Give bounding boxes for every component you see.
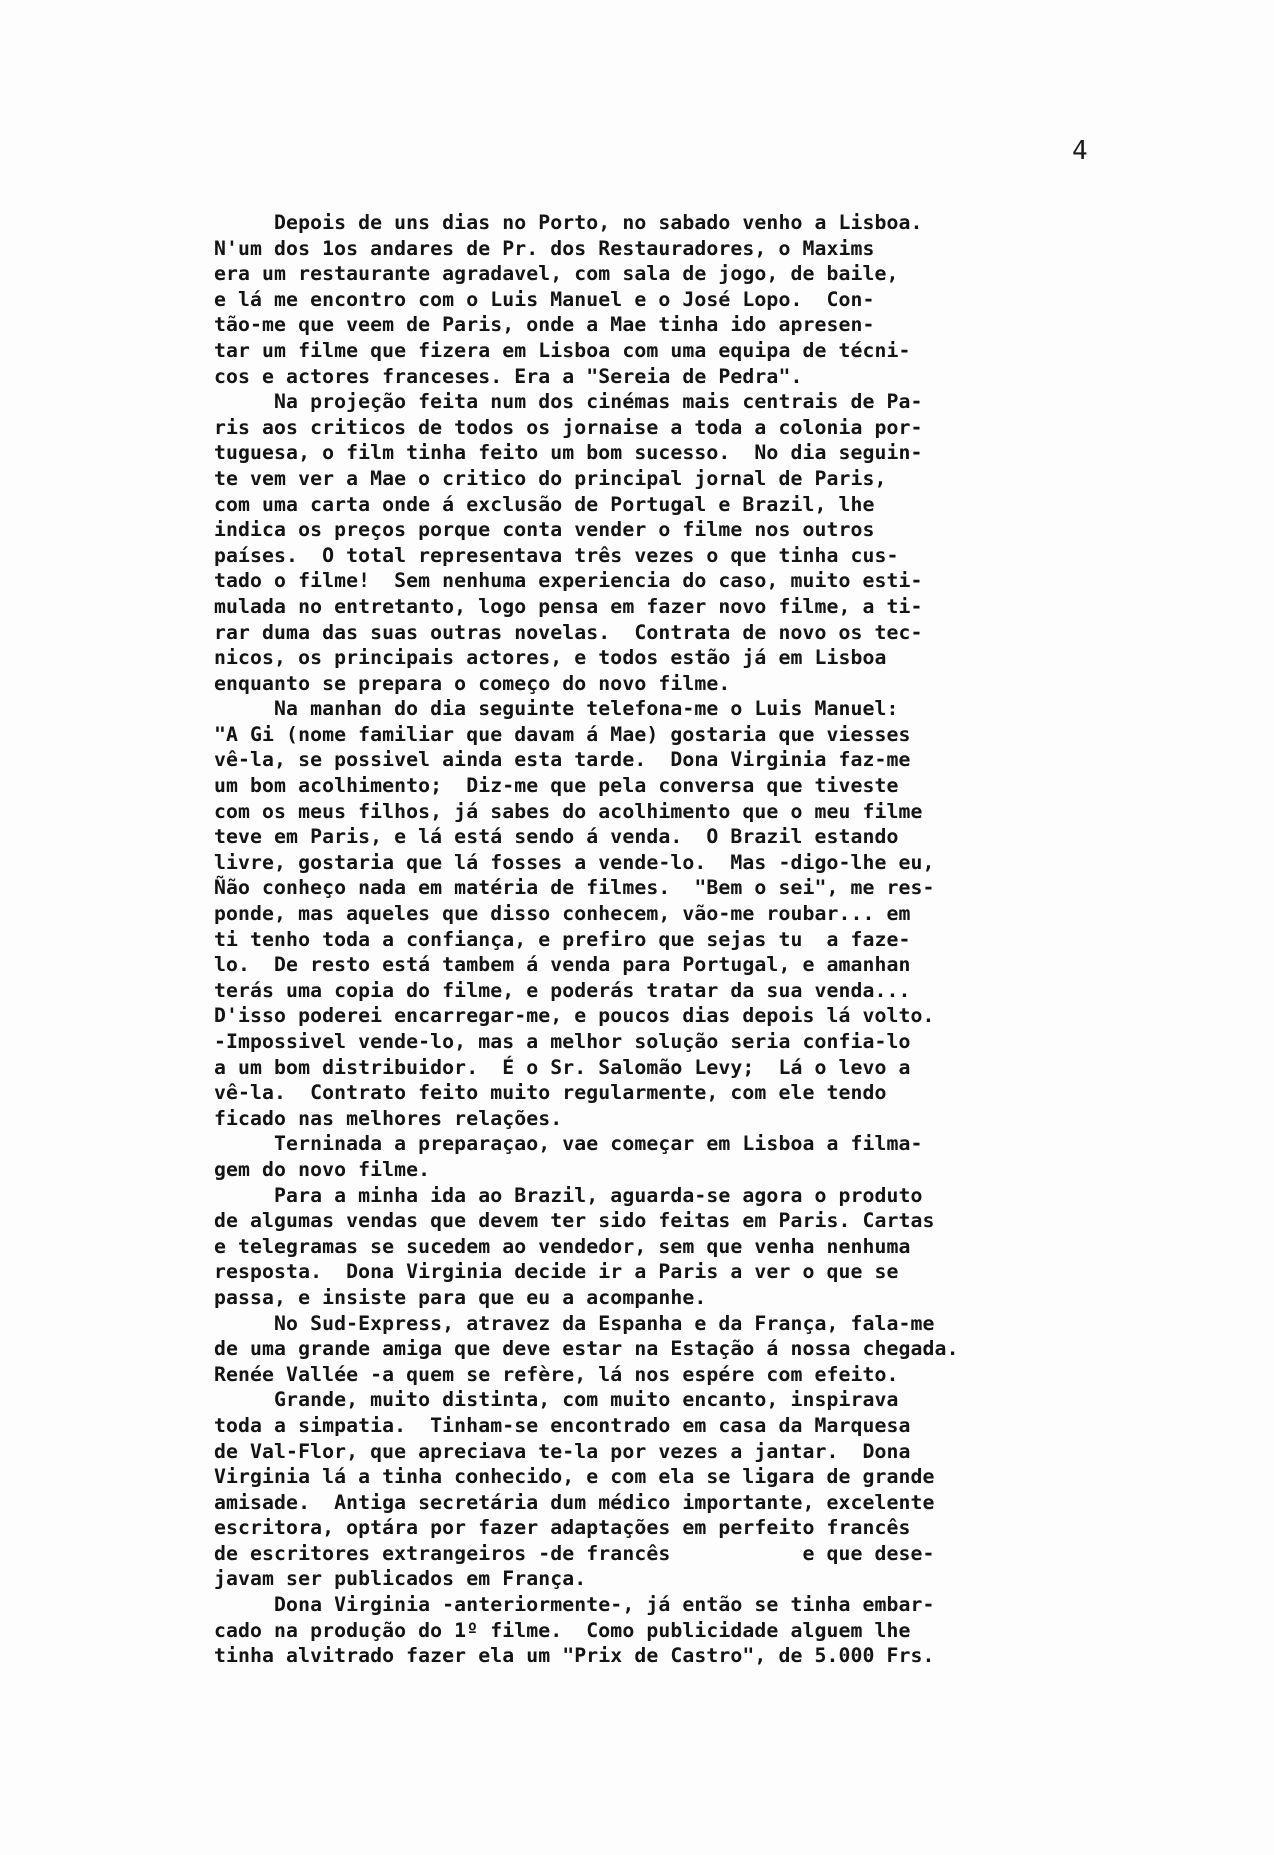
text-line: a um bom distribuidor. É o Sr. Salomão Levy; Lá o levo a (214, 1055, 911, 1079)
text-line: ficado nas melhores relações. (214, 1106, 563, 1130)
text-line: Dona Virginia -anteriormente-, já então se tinha embar- (214, 1593, 935, 1617)
text-line: Ñão conheço nada em matéria de filmes. "Bem o sei", me res- (214, 876, 935, 900)
page-number: 4 (1072, 136, 1088, 166)
text-line: ponde, mas aqueles que disso conhecem, vão-me roubar... em (214, 902, 911, 926)
text-line: ris aos criticos de todos os jornaise a toda a colonia por- (214, 415, 923, 439)
text-line: nicos, os principais actores, e todos estão já em Lisboa (214, 646, 887, 670)
text-line: Para a minha ida ao Brazil, aguarda-se agora o produto (214, 1183, 923, 1207)
text-line: de Val-Flor, que apreciava te-la por vezes a jantar. Dona (214, 1439, 911, 1463)
text-line: com uma carta onde á exclusão de Portugal e Brazil, lhe (214, 492, 875, 516)
text-line: passa, e insiste para que eu a acompanhe. (214, 1285, 707, 1309)
text-line: tinha alvitrado fazer ela um "Prix de Castro", de 5.000 Frs. (214, 1644, 935, 1668)
text-line: escritora, optára por fazer adaptações em perfeito francês (214, 1516, 911, 1540)
text-line: Terninada a preparaçao, vae começar em Lisboa a filma- (214, 1132, 923, 1156)
text-line: javam ser publicados em França. (214, 1567, 587, 1591)
text-line: rar duma das suas outras novelas. Contrata de novo os tec- (214, 620, 923, 644)
text-line: com os meus filhos, já sabes do acolhimento que o meu filme (214, 799, 923, 823)
text-line: -Impossivel vende-lo, mas a melhor solução seria confia-lo (214, 1030, 911, 1053)
body-text (214, 210, 1184, 1669)
text-line: amisade. Antiga secretária dum médico importante, excelente (214, 1490, 935, 1514)
text-line: mulada no entretanto, logo pensa em fazer novo filme, a ti- (214, 594, 923, 618)
text-line: cado na produção do 1º filme. Como publicidade alguem lhe (214, 1618, 911, 1642)
text-line: ti tenho toda a confiança, e prefiro que sejas tu a faze- (214, 927, 911, 951)
text-line: países. O total representava três vezes o que tinha cus- (214, 543, 899, 567)
text-line: Grande, muito distinta, com muito encanto, inspirava (214, 1388, 899, 1412)
text-line: vê-la. Contrato feito muito regularmente, com ele tendo (214, 1081, 887, 1105)
text-line: N'um dos 1os andares de Pr. dos Restauradores, o Maxims (214, 236, 875, 260)
text-line: lo. De resto está tambem á venda para Portugal, e amanhan (214, 953, 911, 977)
text-line: de algumas vendas que devem ter sido feitas em Paris. Cartas (214, 1209, 935, 1233)
text-line: tado o filme! Sem nenhuma experiencia do caso, muito esti- (214, 569, 923, 593)
text-line: um bom acolhimento; Diz-me que pela conversa que tiveste (214, 774, 899, 798)
text-line: gem do novo filme. (214, 1157, 431, 1181)
text-line: de escritores extrangeiros -de francês e que dese- (214, 1541, 935, 1565)
text-line: Depois de uns dias no Porto, no sabado venho a Lisboa. (214, 211, 923, 234)
text-line: "A Gi (nome familiar que davam á Mae) gostaria que viesses (214, 722, 911, 746)
text-line: terás uma copia do filme, e poderás tratar da sua venda... (214, 978, 911, 1002)
text-line: indica os preços porque conta vender o filme nos outros (214, 518, 875, 542)
text-line: toda a simpatia. Tinham-se encontrado em casa da Marquesa (214, 1413, 911, 1437)
text-line: vê-la, se possivel ainda esta tarde. Dona Virginia faz-me (214, 748, 911, 772)
text-line: cos e actores franceses. Era a "Sereia de Pedra". (214, 364, 803, 388)
text-line: e telegramas se sucedem ao vendedor, sem que venha nenhuma (214, 1234, 911, 1258)
text-line: Virginia lá a tinha conhecido, e com ela se ligara de grande (214, 1465, 935, 1489)
text-line: de uma grande amiga que deve estar na Estação á nossa chegada. (214, 1337, 959, 1361)
text-line: livre, gostaria que lá fosses a vende-lo. Mas -digo-lhe eu, (214, 850, 935, 874)
text-line: tão-me que veem de Paris, onde a Mae tinha ido apresen- (214, 313, 875, 337)
text-line: resposta. Dona Virginia decide ir a Paris a ver o que se (214, 1260, 899, 1284)
text-line: te vem ver a Mae o critico do principal jornal de Paris, (214, 466, 887, 490)
text-line: Na manhan do dia seguinte telefona-me o Luis Manuel: (214, 697, 899, 721)
text-line: tuguesa, o film tinha feito um bom sucesso. No dia seguin- (214, 441, 923, 465)
text-line: era um restaurante agradavel, com sala de jogo, de baile, (214, 262, 899, 286)
text-line: No Sud-Express, atravez da Espanha e da França, fala-me (214, 1311, 935, 1335)
text-line: enquanto se prepara o começo do novo filme. (214, 671, 731, 695)
text-line: teve em Paris, e lá está sendo á venda. O Brazil estando (214, 825, 899, 849)
text-line: e lá me encontro com o Luis Manuel e o José Lopo. Con- (214, 287, 875, 311)
text-line: D'isso poderei encarregar-me, e poucos dias depois lá volto. (214, 1004, 935, 1028)
text-line: tar um filme que fizera em Lisboa com uma equipa de técni- (214, 338, 911, 362)
text-line: Na projeção feita num dos cinémas mais centrais de Pa- (214, 390, 923, 414)
text-line: Renée Vallée -a quem se refère, lá nos espére com efeito. (214, 1362, 899, 1386)
